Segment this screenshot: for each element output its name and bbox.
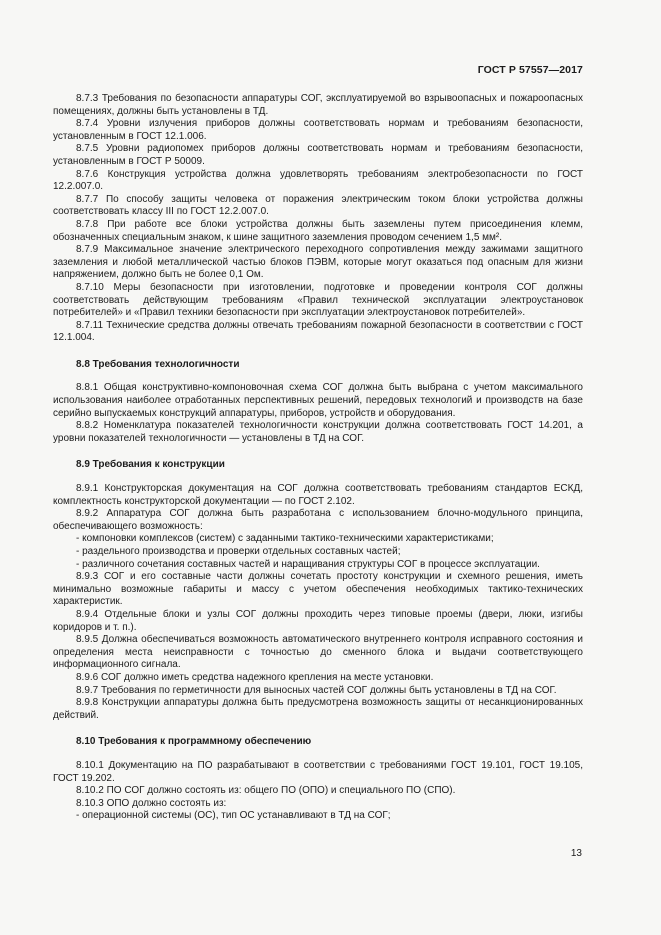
- paragraph-8-9-3: 8.9.3 СОГ и его составные части должны сочетать простоту конструкции и схемного решения, иметь минимально возможные габариты и массу с учетом обеспечения необходимых тактико-технических характеристик.: [53, 571, 583, 608]
- section-heading: 8.8 Требования технологичности: [76, 358, 240, 370]
- paragraph-8-8-1: 8.8.1 Общая конструктивно-компоновочная схема СОГ должна быть выбрана с учетом максимального использования наиболее отработанных перспективных решений, передовых технологий и производств на базе серийно выпускаемых конструкций аппаратуры, приборов, устройств и оборудования.: [53, 382, 583, 419]
- section-8-7: [53, 93, 583, 345]
- list-item: - компоновки комплексов (систем) с заданными тактико-техническими характеристиками;: [76, 533, 494, 545]
- list-item: - различного сочетания составных частей и наращивания структуры СОГ в процессе эксплуатации.: [76, 558, 540, 570]
- paragraph-8-8-2: 8.8.2 Номенклатура показателей технологичности конструкции должна соответствовать ГОСТ 14.201, а уровни показателей технологичности — установлены в ТД на СОГ.: [53, 420, 583, 444]
- paragraph-8-9-5: 8.9.5 Должна обеспечиваться возможность автоматического внутреннего контроля исправного состояния и определения места неисправности с точностью до сменного блока и выдачи соответствующего информационного сигнала.: [53, 634, 583, 671]
- list-item: - операционной системы (ОС), тип ОС устанавливают в ТД на СОГ;: [76, 810, 391, 822]
- paragraph-8-9-4: 8.9.4 Отдельные блоки и узлы СОГ должны проходить через типовые проемы (двери, люки, изгибы коридоров и т. п.).: [53, 608, 583, 633]
- paragraph-8-9-7: 8.9.7 Требования по герметичности для выносных частей СОГ должны быть установлены в ТД на СОГ.: [76, 684, 557, 696]
- paragraph-8-7-7: 8.7.7 По способу защиты человека от поражения электрическим током блоки устройства должны соответствовать классу III по ГОСТ 12.2.007.0.: [53, 193, 583, 218]
- document-body: [53, 93, 583, 823]
- section-heading: 8.10 Требования к программному обеспечению: [76, 736, 312, 748]
- paragraph-8-7-11: 8.7.11 Технические средства должны отвечать требованиям пожарной безопасности в соответствии с ГОСТ 12.1.004.: [53, 319, 583, 344]
- list-item: - раздельного производства и проверки отдельных составных частей;: [76, 546, 401, 557]
- paragraph-8-7-4: 8.7.4 Уровни излучения приборов должны соответствовать нормам и требованиям безопасности, установленным в ГОСТ 12.1.006.: [53, 118, 583, 142]
- paragraph-8-10-2: 8.10.2 ПО СОГ должно состоять из: общего ПО (ОПО) и специального ПО (СПО).: [76, 785, 456, 797]
- section-heading: 8.9 Требования к конструкции: [76, 459, 225, 471]
- page-number: 13: [570, 848, 582, 859]
- paragraph-8-7-6: 8.7.6 Конструкция устройства должна удовлетворять требованиям электробезопасности по ГОСТ 12.2.007.0.: [53, 168, 583, 193]
- paragraph-8-7-3: 8.7.3 Требования по безопасности аппаратуры СОГ, эксплуатируемой во взрывоопасных и пожароопасных помещениях, должны быть установлены в ТД.: [53, 93, 583, 117]
- section-8-8: [53, 359, 583, 446]
- paragraph-8-7-10: 8.7.10 Меры безопасности при изготовлении, подготовке и проведении контроля СОГ должны соответствовать действующим требованиям «Правил технической эксплуатации электроустановок потребителей» и «Правил техники безопасности при эксплуатации электроустановок потребителей».: [53, 281, 583, 319]
- section-8-9: [53, 459, 583, 722]
- paragraph-8-7-9: 8.7.9 Максимальное значение электрического переходного сопротивления между зажимами защитного заземления и любой металлической частью блоков ПЭВМ, которые могут оказаться под опасным для жизни напряжением, должно быть не более 0,1 Ом.: [53, 244, 583, 281]
- paragraph-8-7-5: 8.7.5 Уровни радиопомех приборов должны соответствовать нормам и требованиям безопасности, установленным в ГОСТ Р 50009.: [53, 143, 583, 167]
- paragraph-8-10-1: 8.10.1 Документацию на ПО разрабатывают в соответствии с требованиями ГОСТ 19.101, ГОСТ 19.105, ГОСТ 19.202.: [53, 759, 583, 784]
- document-code: ГОСТ Р 57557—2017: [477, 64, 583, 76]
- paragraph-8-9-2: 8.9.2 Аппаратура СОГ должна быть разработана с использованием блочно-модульного принципа, обеспечивающего возможность:: [53, 508, 583, 532]
- paragraph-8-9-6: 8.9.6 СОГ должно иметь средства надежного крепления на месте установки.: [76, 671, 434, 683]
- paragraph-8-9-8: 8.9.8 Конструкции аппаратуры должна быть предусмотрена возможность защиты от несанкционированных действий.: [53, 697, 583, 721]
- section-8-10: [53, 736, 583, 823]
- paragraph-8-10-3: 8.10.3 ОПО должно состоять из:: [76, 797, 227, 809]
- paragraph-8-9-1: 8.9.1 Конструкторская документация на СОГ должна соответствовать требованиям стандартов ЕСКД, комплектность конструкторской документации — по ГОСТ 2.102.: [53, 483, 583, 507]
- paragraph-8-7-8: 8.7.8 При работе все блоки устройства должны быть заземлены путем присоединения клемм, обозначенных специальным знаком, к шине защитного заземления проводом сечением 1,5 мм².: [53, 218, 583, 243]
